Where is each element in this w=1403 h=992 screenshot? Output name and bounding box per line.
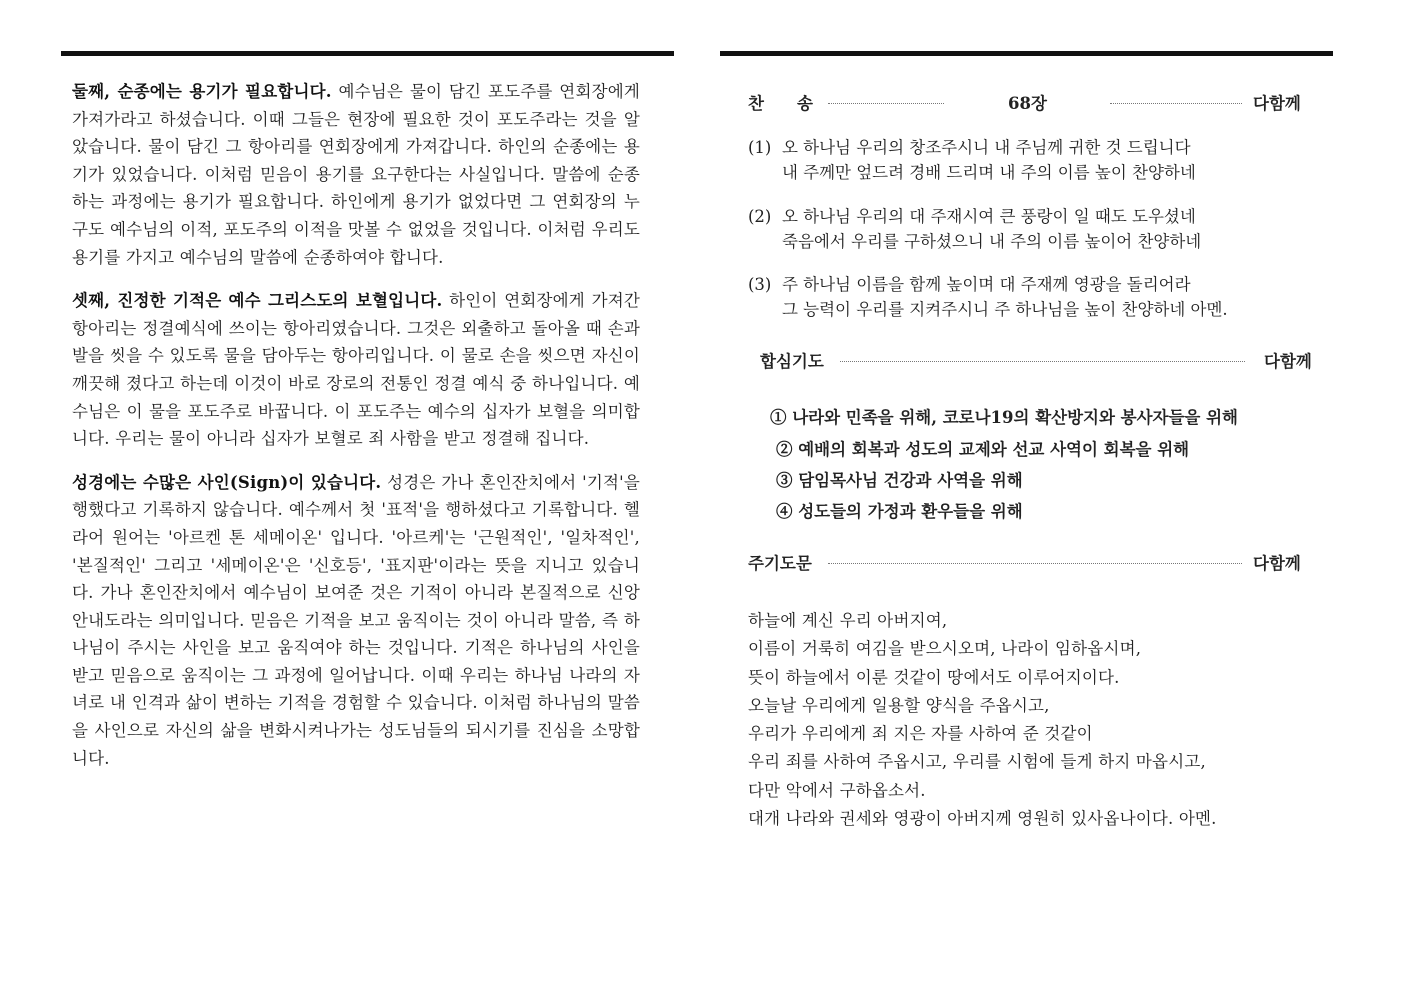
leader-dots (840, 361, 1245, 362)
prayer-item-3: ③ 담임목사님 건강과 사역을 위해 (776, 471, 1023, 490)
prayer-header (760, 348, 1320, 372)
sermon-column (72, 78, 640, 772)
lords-prayer-line: 오늘날 우리에게 일용할 양식을 주옵시고, (748, 695, 1050, 715)
lords-prayer-header (748, 550, 1308, 574)
paragraph-heading: 성경에는 수많은 사인(Sign)이 있습니다. (72, 472, 382, 492)
verse-line-1: 오 하나님 우리의 창조주시니 내 주님께 귀한 것 드립니다 (782, 138, 1191, 157)
lords-prayer-line: 다만 악에서 구하옵소서. (748, 780, 926, 800)
lords-prayer-text (748, 607, 1217, 833)
lords-prayer-label: 주기도문 (748, 554, 812, 573)
leader-dots (1110, 103, 1242, 104)
sermon-paragraph-2 (72, 287, 640, 453)
verse-number: (3) (748, 275, 772, 294)
right-page-top-rule (720, 51, 1333, 56)
lords-prayer-participants: 다함께 (1253, 554, 1301, 573)
hymn-header (748, 90, 1308, 114)
leader-dots (828, 563, 1242, 564)
leader-dots (828, 103, 944, 104)
sermon-paragraph-3 (72, 469, 640, 773)
verse-line-2: 죽음에서 우리를 구하셨으니 내 주의 이름 높이어 찬양하네 (782, 232, 1202, 251)
paragraph-body: 예수님은 물이 담긴 포도주를 연회장에게 가져가라고 하셨습니다. 이때 그들은 현장에 필요한 것이 포도주라는 것을 알았습니다. 물이 담긴 그 항아리를 연회장에게 가져갑니다. 하인의 순종에는 용기가 있었습니다. 이처럼 믿음이 용기를 요구한다는 사실입니다. 말씀에 순종하는 과정에는 용기가 필요합니다. 하인에게 용기가 없었다면 그 연회장의 누구도 예수님의 이적, 포도주의 이적을 맛볼 수 없었을 것입니다. 이처럼 우리도 용기를 가지고 예수님의 말씀에 순종하여야 합니다. (72, 82, 640, 267)
lords-prayer-line: 대개 나라와 권세와 영광이 아버지께 영원히 있사옵나이다. 아멘. (748, 809, 1217, 829)
prayer-item-2: ② 예배의 회복과 성도의 교제와 선교 사역이 회복을 위해 (776, 440, 1190, 459)
lords-prayer-line: 이름이 거룩히 여김을 받으시오며, 나라이 임하옵시며, (748, 639, 1142, 659)
hymn-label: 찬 송 (748, 94, 813, 113)
hymn-participants: 다함께 (1253, 94, 1301, 113)
paragraph-heading: 둘째, 순종에는 용기가 필요합니다. (72, 82, 332, 101)
verse-number: (1) (748, 138, 772, 157)
sermon-paragraph-1 (72, 78, 640, 271)
left-page-top-rule (61, 51, 674, 56)
verse-line-2: 내 주께만 엎드려 경배 드리며 내 주의 이름 높이 찬양하네 (782, 163, 1196, 182)
prayer-label: 합심기도 (760, 352, 824, 371)
prayer-item-4: ④ 성도들의 가정과 환우들을 위해 (776, 502, 1023, 521)
paragraph-heading: 셋째, 진정한 기적은 예수 그리스도의 보혈입니다. (72, 291, 443, 311)
paragraph-body: 하인이 연회장에게 가져간 항아리는 정결예식에 쓰이는 항아리였습니다. 그것은 외출하고 돌아올 때 손과 발을 씻을 수 있도록 물을 담아두는 항아리입니다. 이 물로 손을 씻으면 자신이 깨끗해 졌다고 하는데 이것이 바로 장로의 전통인 정결 예식 중 하나입니다. 예수님은 이 물을 포도주로 바꿉니다. 이 포도주는 예수의 십자가 보혈을 의미합니다. 우리는 물이 아니라 십자가 보혈로 죄 사함을 받고 정결해 집니다. (72, 291, 640, 449)
lords-prayer-line: 우리가 우리에게 죄 지은 자를 사하여 준 것같이 (748, 724, 1093, 744)
hymn-number: 68장 (1008, 94, 1047, 113)
lords-prayer-line: 우리 죄를 사하여 주옵시고, 우리를 시험에 들게 하지 마옵시고, (748, 752, 1206, 772)
verse-number: (2) (748, 207, 772, 226)
verse-line-1: 오 하나님 우리의 대 주재시여 큰 풍랑이 일 때도 도우셨네 (782, 207, 1196, 226)
paragraph-body: 성경은 가나 혼인잔치에서 '기적'을 행했다고 기록하지 않습니다. 예수께서 첫 '표적'을 행하셨다고 기록합니다. 헬라어 원어는 '아르켄 톤 세메이온' 입니다. '아르케'는 '근원적인', '일차적인', '본질적인' 그리고 '세메이온'은 '신호등', '표지판'이라는 뜻을 지니고 있습니다. 가나 혼인잔치에서 예수님이 보여준 것은 기적이 아니라 본질적으로 신앙 안내도라는 의미입니다. 믿음은 기적을 보고 움직이는 것이 아니라 말씀, 즉 하나님이 주시는 사인을 보고 움직여야 하는 것입니다. 기적은 하나님의 사인을 받고 믿음으로 움직이는 그 과정에 일어납니다. 이때 우리는 하나님 나라의 자녀로 내 인격과 삶이 변하는 기적을 경험할 수 있습니다. 이처럼 하나님의 말씀을 사인으로 자신의 삶을 변화시켜나가는 성도님들의 되시기를 진심을 소망합니다. (72, 472, 640, 768)
prayer-item-1: ① 나라와 민족을 위해, 코로나19의 확산방지와 봉사자들을 위해 (770, 408, 1238, 427)
verse-line-1: 주 하나님 이름을 함께 높이며 대 주재께 영광을 돌리어라 (782, 275, 1191, 294)
verse-line-2: 그 능력이 우리를 지켜주시니 주 하나님을 높이 찬양하네 아멘. (782, 300, 1228, 319)
lords-prayer-line: 뜻이 하늘에서 이룬 것같이 땅에서도 이루어지이다. (748, 667, 1120, 687)
prayer-participants: 다함께 (1264, 352, 1312, 371)
lords-prayer-line: 하늘에 계신 우리 아버지여, (748, 611, 948, 630)
